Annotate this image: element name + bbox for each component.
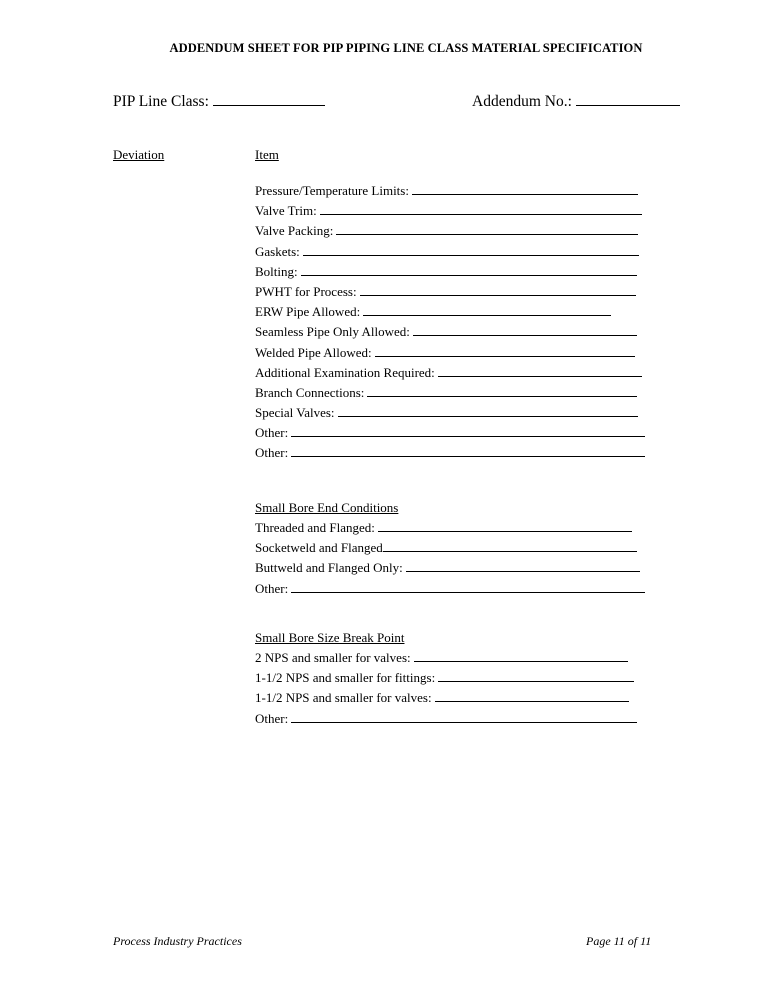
item-label: 2 NPS and smaller for valves: <box>255 650 411 665</box>
list-item <box>255 181 655 201</box>
item-label: Other: <box>255 710 289 726</box>
document-title: ADDENDUM SHEET FOR PIP PIPING LINE CLASS MATERIAL SPECIFICATION <box>169 41 643 55</box>
fill-in-line[interactable] <box>367 383 637 397</box>
list-item <box>255 221 655 241</box>
fill-in-line[interactable] <box>438 668 634 682</box>
list-item <box>255 518 655 538</box>
item-label: Valve Packing: <box>255 223 334 239</box>
addendum-number-label: Addendum No.: <box>472 93 572 110</box>
list-item <box>255 579 655 599</box>
end-conditions-title: Small Bore End Conditions <box>255 500 399 515</box>
fill-in-line[interactable] <box>338 403 638 417</box>
fill-in-line[interactable] <box>438 363 642 377</box>
fill-in-line[interactable] <box>303 242 639 256</box>
fill-in-line[interactable] <box>291 709 637 723</box>
fill-in-line[interactable] <box>336 221 638 235</box>
item-label: Threaded and Flanged: <box>255 520 375 535</box>
addendum-number-field <box>472 92 680 111</box>
list-item <box>255 383 655 403</box>
fill-in-line[interactable] <box>291 579 645 593</box>
fill-in-line[interactable] <box>363 302 611 316</box>
size-break-section <box>255 628 655 729</box>
item-label: Special Valves: <box>255 405 335 421</box>
item-label: Valve Trim: <box>255 203 317 219</box>
item-label: Welded Pipe Allowed: <box>255 344 372 360</box>
item-label: Bolting: <box>255 263 298 279</box>
fill-in-line[interactable] <box>375 343 635 357</box>
fill-in-line[interactable] <box>412 181 638 195</box>
list-item <box>255 343 655 363</box>
fill-in-line[interactable] <box>301 262 637 276</box>
item-label: Additional Examination Required: <box>255 364 435 380</box>
item-label: Branch Connections: <box>255 384 365 400</box>
item-label: Buttweld and Flanged Only: <box>255 560 403 576</box>
line-class-blank[interactable] <box>213 92 325 106</box>
item-label: Pressure/Temperature Limits: <box>255 183 409 198</box>
addendum-number-blank[interactable] <box>576 92 680 106</box>
item-label: 1-1/2 NPS and smaller for fittings: <box>255 670 436 686</box>
fill-in-line[interactable] <box>435 688 629 702</box>
item-label: PWHT for Process: <box>255 283 357 299</box>
end-conditions-section <box>255 498 655 599</box>
fill-in-line[interactable] <box>378 518 632 532</box>
list-item <box>255 668 655 688</box>
list-item <box>255 262 655 282</box>
item-label: Gaskets: <box>255 243 300 259</box>
footer-page-number: Page 11 of 11 <box>586 934 652 948</box>
fill-in-line[interactable] <box>383 538 637 552</box>
list-item <box>255 709 655 729</box>
item-label: ERW Pipe Allowed: <box>255 304 361 320</box>
list-item <box>255 282 655 302</box>
fill-in-line[interactable] <box>414 648 628 662</box>
list-item <box>255 201 655 221</box>
item-label: Other: <box>255 580 289 596</box>
item-label: 1-1/2 NPS and smaller for valves: <box>255 690 432 706</box>
fill-in-line[interactable] <box>413 322 637 336</box>
fill-in-line[interactable] <box>291 423 645 437</box>
fill-in-line[interactable] <box>360 282 636 296</box>
list-item <box>255 648 655 668</box>
item-label: Other: <box>255 445 289 461</box>
item-label: Other: <box>255 425 289 441</box>
item-label: Seamless Pipe Only Allowed: <box>255 324 410 340</box>
item-column-heading: Item <box>255 147 279 162</box>
list-item <box>255 363 655 383</box>
list-item <box>255 423 655 443</box>
footer-publisher: Process Industry Practices <box>113 934 242 948</box>
fill-in-line[interactable] <box>320 201 642 215</box>
fill-in-line[interactable] <box>291 443 645 457</box>
line-class-field <box>113 92 325 111</box>
fill-in-line[interactable] <box>406 558 640 572</box>
list-item <box>255 538 655 558</box>
list-item <box>255 443 655 463</box>
list-item <box>255 322 655 342</box>
size-break-title: Small Bore Size Break Point <box>255 630 405 645</box>
item-label: Socketweld and Flanged <box>255 540 383 556</box>
list-item <box>255 688 655 708</box>
line-class-label: PIP Line Class: <box>113 93 209 110</box>
list-item <box>255 242 655 262</box>
item-list <box>255 181 655 464</box>
deviation-column-heading: Deviation <box>113 147 165 162</box>
list-item <box>255 302 655 322</box>
list-item <box>255 403 655 423</box>
list-item <box>255 558 655 578</box>
